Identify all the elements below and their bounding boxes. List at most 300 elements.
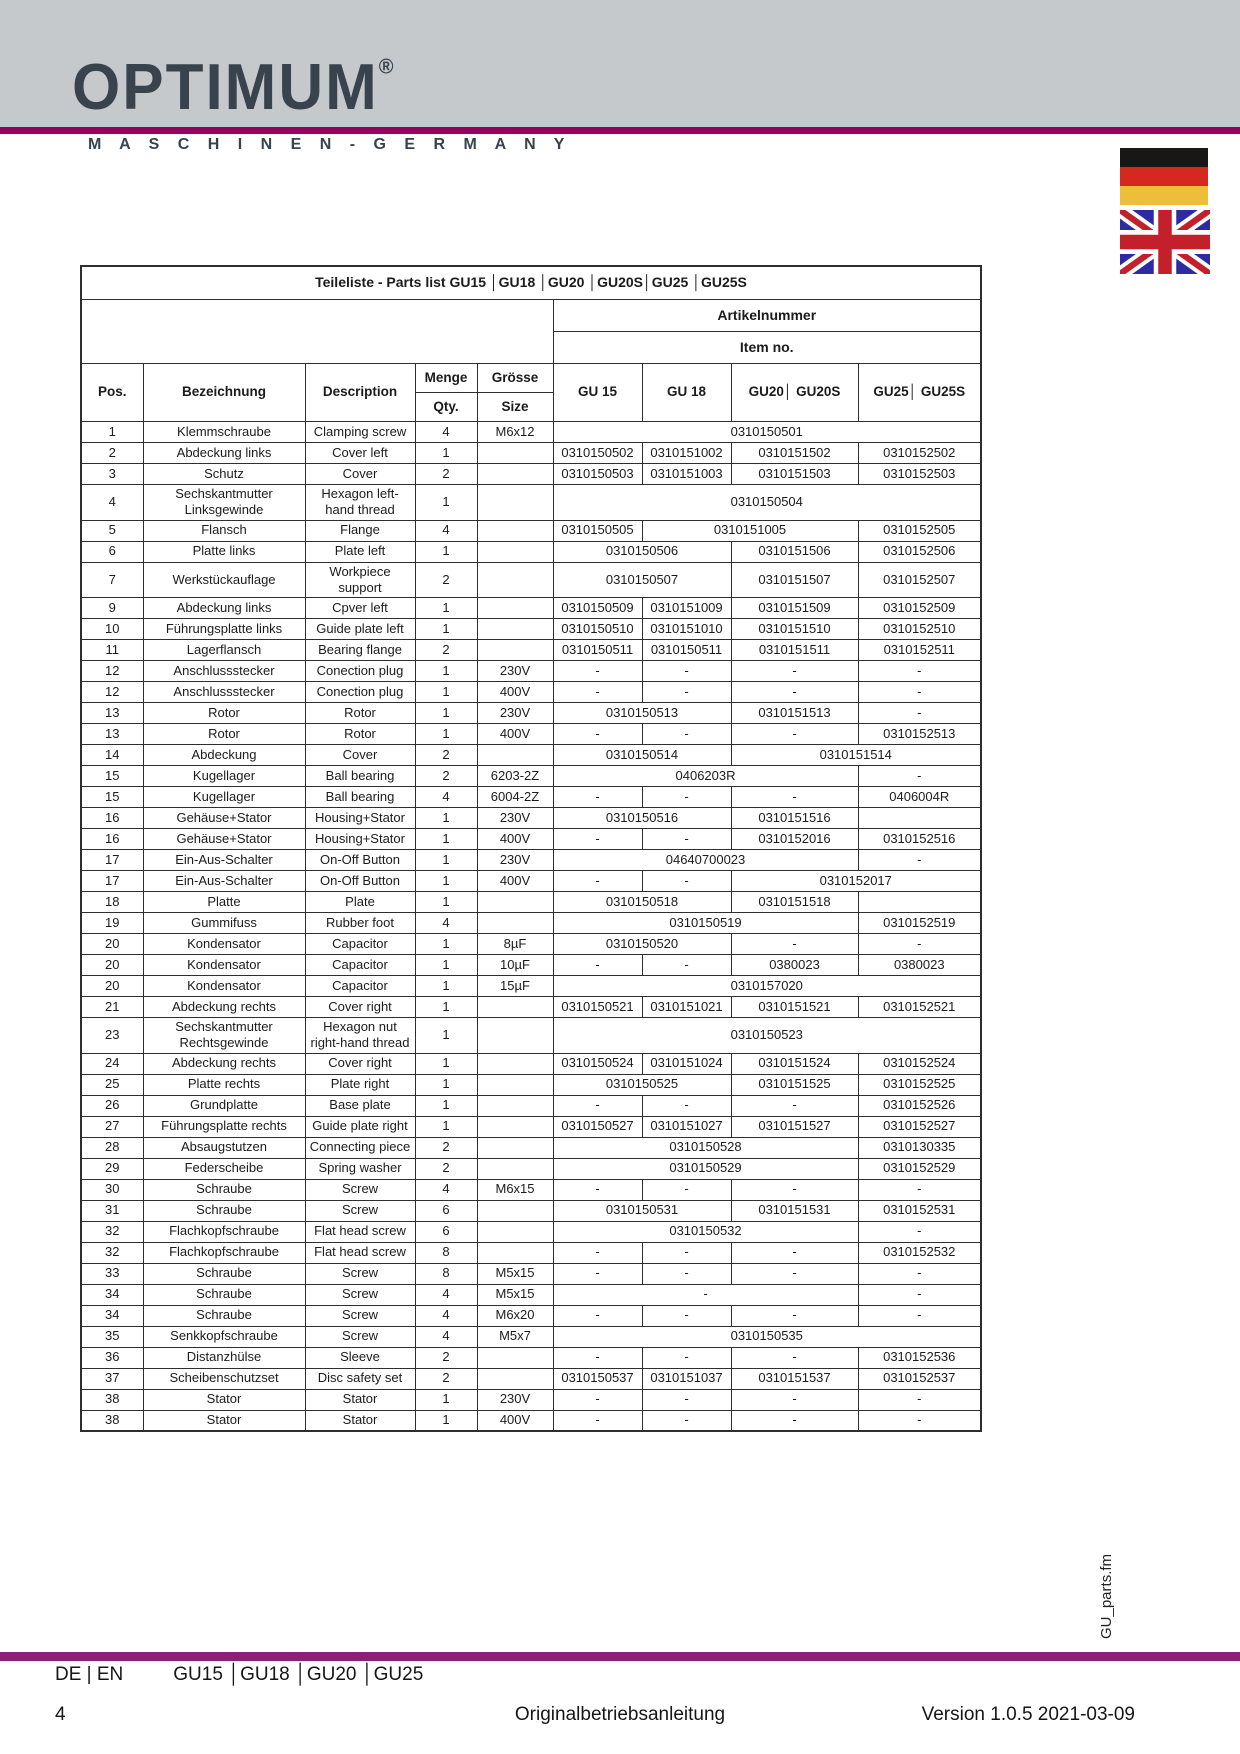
cell-item-no: - <box>553 1347 642 1368</box>
cell-size <box>477 1095 553 1116</box>
footer-rule <box>0 1652 1240 1661</box>
cell-item-no: 0310150502 <box>553 443 642 464</box>
cell-pos: 36 <box>81 1347 143 1368</box>
brand-logo-text: OPTIMUM <box>72 51 379 124</box>
cell-item-no: 0406203R <box>553 766 858 787</box>
cell-item-no: 0310151507 <box>731 562 858 598</box>
cell-description: Capacitor <box>305 934 415 955</box>
cell-size: M5x15 <box>477 1284 553 1305</box>
cell-item-no: - <box>642 787 731 808</box>
cell-pos: 16 <box>81 829 143 850</box>
cell-description: Housing+Stator <box>305 808 415 829</box>
cell-size: 400V <box>477 682 553 703</box>
cell-bezeichnung: Abdeckung links <box>143 598 305 619</box>
cell-item-no: 0310151003 <box>642 464 731 485</box>
cell-item-no: - <box>858 934 981 955</box>
cell-item-no: - <box>731 787 858 808</box>
cell-item-no: 0310150532 <box>553 1221 858 1242</box>
cell-bezeichnung: Rotor <box>143 724 305 745</box>
cell-item-no: - <box>731 1242 858 1263</box>
table-row <box>81 598 981 619</box>
table-row <box>81 541 981 562</box>
cell-item-no: - <box>553 1263 642 1284</box>
cell-item-no: - <box>642 1305 731 1326</box>
cell-item-no: - <box>553 787 642 808</box>
cell-pos: 18 <box>81 892 143 913</box>
cell-item-no: 0310150537 <box>553 1368 642 1389</box>
cell-size: 230V <box>477 661 553 682</box>
cell-item-no: 0310152524 <box>858 1053 981 1074</box>
cell-item-no: - <box>858 1305 981 1326</box>
table-row <box>81 661 981 682</box>
cell-item-no <box>858 808 981 829</box>
cell-item-no: - <box>642 829 731 850</box>
cell-item-no: 0310150513 <box>553 703 731 724</box>
cell-item-no: 0310151524 <box>731 1053 858 1074</box>
cell-bezeichnung: Kugellager <box>143 787 305 808</box>
cell-size: M5x7 <box>477 1326 553 1347</box>
brand-logo <box>72 51 394 124</box>
table-row <box>81 1221 981 1242</box>
cell-description: Spring washer <box>305 1158 415 1179</box>
cell-qty: 1 <box>415 850 477 871</box>
cell-qty: 8 <box>415 1263 477 1284</box>
cell-pos: 9 <box>81 598 143 619</box>
cell-bezeichnung: Führungsplatte links <box>143 619 305 640</box>
cell-bezeichnung: Absaugstutzen <box>143 1137 305 1158</box>
cell-pos: 37 <box>81 1368 143 1389</box>
cell-qty: 1 <box>415 443 477 464</box>
cell-size: 400V <box>477 1410 553 1431</box>
footer-language-models <box>55 1664 423 1686</box>
cell-item-no: 0310152529 <box>858 1158 981 1179</box>
cell-item-no: - <box>731 724 858 745</box>
cell-item-no: 0310151518 <box>731 892 858 913</box>
cell-item-no: 0310151021 <box>642 997 731 1018</box>
cell-item-no: - <box>553 955 642 976</box>
cell-item-no: 0310151537 <box>731 1368 858 1389</box>
cell-pos: 31 <box>81 1200 143 1221</box>
cell-size <box>477 997 553 1018</box>
table-row <box>81 1368 981 1389</box>
cell-qty: 1 <box>415 682 477 703</box>
german-flag-icon <box>1120 148 1208 205</box>
cell-size <box>477 485 553 521</box>
parts-table <box>80 265 982 1432</box>
cell-item-no: - <box>642 1347 731 1368</box>
cell-bezeichnung: Platte rechts <box>143 1074 305 1095</box>
cell-qty: 4 <box>415 1284 477 1305</box>
cell-bezeichnung: Kondensator <box>143 934 305 955</box>
table-row <box>81 1095 981 1116</box>
cell-item-no: 0310152537 <box>858 1368 981 1389</box>
cell-qty: 2 <box>415 1368 477 1389</box>
cell-item-no: - <box>553 1095 642 1116</box>
cell-bezeichnung: Führungsplatte rechts <box>143 1116 305 1137</box>
cell-size: 10µF <box>477 955 553 976</box>
cell-bezeichnung: Sechskantmutter Linksgewinde <box>143 485 305 521</box>
registered-mark-icon: ® <box>378 56 394 79</box>
cell-description: Cover <box>305 745 415 766</box>
cell-item-no: 0310150506 <box>553 541 731 562</box>
cell-item-no: 0310152519 <box>858 913 981 934</box>
table-row <box>81 682 981 703</box>
cell-item-no: 0310152527 <box>858 1116 981 1137</box>
cell-description: Stator <box>305 1410 415 1431</box>
table-title: Teileliste - Parts list GU15 │GU18 │GU20 │GU20S│GU25 │GU25S <box>81 266 981 300</box>
cell-size: M6x15 <box>477 1179 553 1200</box>
footer-version: Version 1.0.5 2021-03-09 <box>921 1704 1135 1725</box>
cell-description: On-Off Button <box>305 850 415 871</box>
cell-item-no: 0380023 <box>858 955 981 976</box>
cell-qty: 4 <box>415 1326 477 1347</box>
cell-qty: 4 <box>415 913 477 934</box>
cell-item-no: 0310152532 <box>858 1242 981 1263</box>
cell-size <box>477 443 553 464</box>
cell-qty: 1 <box>415 619 477 640</box>
cell-item-no: 0310150520 <box>553 934 731 955</box>
col-header-groesse: Grösse <box>477 364 553 393</box>
german-flag-red-stripe <box>1120 167 1208 186</box>
cell-item-no: - <box>858 1410 981 1431</box>
cell-item-no: 0310150511 <box>553 640 642 661</box>
table-row <box>81 1053 981 1074</box>
cell-item-no: 0310151502 <box>731 443 858 464</box>
cell-description: Screw <box>305 1179 415 1200</box>
cell-item-no: 0310151010 <box>642 619 731 640</box>
cell-item-no: 0310150509 <box>553 598 642 619</box>
header-rule <box>0 127 1240 134</box>
cell-qty: 6 <box>415 1221 477 1242</box>
cell-qty: 4 <box>415 1179 477 1200</box>
cell-description: Screw <box>305 1305 415 1326</box>
cell-item-no: - <box>642 1410 731 1431</box>
cell-description: Flat head screw <box>305 1221 415 1242</box>
cell-bezeichnung: Schutz <box>143 464 305 485</box>
cell-description: On-Off Button <box>305 871 415 892</box>
cell-item-no: 0310150504 <box>553 485 981 521</box>
cell-qty: 1 <box>415 955 477 976</box>
cell-item-no: - <box>642 724 731 745</box>
table-row <box>81 1410 981 1431</box>
german-flag-black-stripe <box>1120 148 1208 167</box>
cell-item-no: - <box>553 1305 642 1326</box>
cell-bezeichnung: Lagerflansch <box>143 640 305 661</box>
cell-item-no: - <box>553 871 642 892</box>
cell-qty: 1 <box>415 661 477 682</box>
cell-item-no: - <box>731 661 858 682</box>
cell-item-no: 0310151511 <box>731 640 858 661</box>
table-row <box>81 976 981 997</box>
cell-qty: 1 <box>415 724 477 745</box>
cell-item-no: 0310150521 <box>553 997 642 1018</box>
cell-item-no: 0310151506 <box>731 541 858 562</box>
cell-item-no: 0310151509 <box>731 598 858 619</box>
cell-bezeichnung: Flachkopfschraube <box>143 1242 305 1263</box>
cell-size <box>477 619 553 640</box>
cell-qty: 1 <box>415 1389 477 1410</box>
cell-item-no: 0310150529 <box>553 1158 858 1179</box>
cell-description: Cover left <box>305 443 415 464</box>
cell-description: Screw <box>305 1326 415 1347</box>
cell-description: Rotor <box>305 724 415 745</box>
table-row <box>81 1179 981 1200</box>
blank-header-cell <box>81 300 553 364</box>
cell-pos: 32 <box>81 1242 143 1263</box>
cell-description: Cover right <box>305 1053 415 1074</box>
table-row <box>81 520 981 541</box>
cell-item-no: - <box>642 661 731 682</box>
cell-item-no: - <box>553 1242 642 1263</box>
cell-bezeichnung: Ein-Aus-Schalter <box>143 850 305 871</box>
cell-item-no: - <box>731 1410 858 1431</box>
cell-qty: 2 <box>415 745 477 766</box>
cell-bezeichnung: Abdeckung <box>143 745 305 766</box>
cell-pos: 32 <box>81 1221 143 1242</box>
cell-item-no: 0310150503 <box>553 464 642 485</box>
cell-size: 15µF <box>477 976 553 997</box>
cell-description: Flange <box>305 520 415 541</box>
cell-pos: 29 <box>81 1158 143 1179</box>
cell-item-no: 0310151513 <box>731 703 858 724</box>
cell-item-no: - <box>858 1179 981 1200</box>
cell-bezeichnung: Schraube <box>143 1263 305 1284</box>
cell-item-no: - <box>731 1263 858 1284</box>
cell-item-no: 0310152503 <box>858 464 981 485</box>
table-row <box>81 745 981 766</box>
cell-item-no: - <box>553 1179 642 1200</box>
cell-item-no: 0310150518 <box>553 892 731 913</box>
table-row <box>81 766 981 787</box>
cell-qty: 1 <box>415 808 477 829</box>
cell-item-no: - <box>858 661 981 682</box>
cell-item-no: - <box>553 682 642 703</box>
cell-bezeichnung: Abdeckung rechts <box>143 1053 305 1074</box>
cell-pos: 15 <box>81 787 143 808</box>
cell-item-no: - <box>858 1284 981 1305</box>
cell-item-no: - <box>642 1389 731 1410</box>
cell-item-no: 0310157020 <box>553 976 981 997</box>
cell-bezeichnung: Anschlussstecker <box>143 661 305 682</box>
table-row <box>81 850 981 871</box>
cell-description: Screw <box>305 1263 415 1284</box>
cell-pos: 20 <box>81 976 143 997</box>
cell-item-no: - <box>731 1305 858 1326</box>
cell-qty: 2 <box>415 1137 477 1158</box>
cell-description: Cpver left <box>305 598 415 619</box>
cell-item-no: - <box>731 682 858 703</box>
table-row <box>81 640 981 661</box>
cell-pos: 38 <box>81 1410 143 1431</box>
cell-item-no: 0310152017 <box>731 871 981 892</box>
cell-bezeichnung: Gummifuss <box>143 913 305 934</box>
cell-item-no: 0310152502 <box>858 443 981 464</box>
cell-description: Bearing flange <box>305 640 415 661</box>
cell-item-no: - <box>553 1389 642 1410</box>
cell-description: Guide plate left <box>305 619 415 640</box>
cell-qty: 1 <box>415 976 477 997</box>
cell-item-no: 0310150510 <box>553 619 642 640</box>
cell-bezeichnung: Kondensator <box>143 976 305 997</box>
cell-size <box>477 745 553 766</box>
table-row <box>81 787 981 808</box>
cell-item-no: - <box>642 1242 731 1263</box>
cell-qty: 1 <box>415 829 477 850</box>
cell-size: 6203-2Z <box>477 766 553 787</box>
table-row <box>81 1116 981 1137</box>
col-header-size: Size <box>477 393 553 422</box>
table-row <box>81 1389 981 1410</box>
cell-pos: 27 <box>81 1116 143 1137</box>
cell-pos: 12 <box>81 661 143 682</box>
cell-size: 400V <box>477 871 553 892</box>
cell-bezeichnung: Stator <box>143 1410 305 1431</box>
cell-item-no: 0310151027 <box>642 1116 731 1137</box>
cell-description: Rotor <box>305 703 415 724</box>
col-header-gu25: GU25│ GU25S <box>858 364 981 422</box>
cell-pos: 11 <box>81 640 143 661</box>
table-row <box>81 808 981 829</box>
cell-description: Plate <box>305 892 415 913</box>
table-row <box>81 829 981 850</box>
cell-item-no: - <box>858 1389 981 1410</box>
cell-size: M6x20 <box>477 1305 553 1326</box>
cell-bezeichnung: Federscheibe <box>143 1158 305 1179</box>
cell-pos: 38 <box>81 1389 143 1410</box>
cell-item-no: 0380023 <box>731 955 858 976</box>
cell-item-no: - <box>731 1179 858 1200</box>
cell-item-no: - <box>731 934 858 955</box>
cell-item-no: - <box>731 1347 858 1368</box>
cell-description: Cover right <box>305 997 415 1018</box>
footer-language: DE | EN <box>55 1664 124 1685</box>
cell-size <box>477 1242 553 1263</box>
cell-bezeichnung: Werkstückauflage <box>143 562 305 598</box>
cell-item-no: 0310150519 <box>553 913 858 934</box>
col-header-menge: Menge <box>415 364 477 393</box>
cell-item-no: 0310152511 <box>858 640 981 661</box>
cell-pos: 20 <box>81 934 143 955</box>
cell-bezeichnung: Flachkopfschraube <box>143 1221 305 1242</box>
cell-pos: 2 <box>81 443 143 464</box>
cell-pos: 26 <box>81 1095 143 1116</box>
cell-item-no: 0310150524 <box>553 1053 642 1074</box>
cell-qty: 1 <box>415 1116 477 1137</box>
table-row <box>81 1018 981 1054</box>
cell-bezeichnung: Klemmschraube <box>143 422 305 443</box>
cell-description: Clamping screw <box>305 422 415 443</box>
cell-item-no: - <box>858 850 981 871</box>
cell-item-no: - <box>858 1263 981 1284</box>
cell-item-no: - <box>642 1263 731 1284</box>
cell-description: Conection plug <box>305 682 415 703</box>
cell-item-no: 0310151005 <box>642 520 858 541</box>
cell-item-no: 0310150527 <box>553 1116 642 1137</box>
cell-size: M5x15 <box>477 1263 553 1284</box>
cell-bezeichnung: Kugellager <box>143 766 305 787</box>
cell-bezeichnung: Platte <box>143 892 305 913</box>
table-row <box>81 443 981 464</box>
cell-size <box>477 913 553 934</box>
cell-description: Cover <box>305 464 415 485</box>
cell-description: Capacitor <box>305 955 415 976</box>
cell-size <box>477 562 553 598</box>
cell-item-no: 0310150505 <box>553 520 642 541</box>
table-row <box>81 913 981 934</box>
cell-item-no: 0310150525 <box>553 1074 731 1095</box>
cell-pos: 1 <box>81 422 143 443</box>
cell-size <box>477 1368 553 1389</box>
cell-description: Screw <box>305 1200 415 1221</box>
col-header-pos: Pos. <box>81 364 143 422</box>
item-no-header: Item no. <box>553 332 981 364</box>
cell-item-no: - <box>858 766 981 787</box>
table-row <box>81 703 981 724</box>
cell-qty: 2 <box>415 766 477 787</box>
col-header-gu18: GU 18 <box>642 364 731 422</box>
cell-size: 230V <box>477 808 553 829</box>
cell-pos: 7 <box>81 562 143 598</box>
cell-size <box>477 1137 553 1158</box>
cell-qty: 8 <box>415 1242 477 1263</box>
cell-item-no: - <box>553 1410 642 1431</box>
cell-qty: 1 <box>415 1095 477 1116</box>
cell-description: Base plate <box>305 1095 415 1116</box>
cell-pos: 21 <box>81 997 143 1018</box>
cell-qty: 2 <box>415 1158 477 1179</box>
cell-pos: 17 <box>81 850 143 871</box>
cell-description: Conection plug <box>305 661 415 682</box>
cell-size <box>477 1200 553 1221</box>
cell-bezeichnung: Flansch <box>143 520 305 541</box>
cell-size <box>477 464 553 485</box>
cell-item-no: 0310152510 <box>858 619 981 640</box>
cell-item-no: - <box>553 661 642 682</box>
cell-description: Stator <box>305 1389 415 1410</box>
cell-qty: 4 <box>415 1305 477 1326</box>
cell-size <box>477 1158 553 1179</box>
cell-size: M6x12 <box>477 422 553 443</box>
cell-pos: 34 <box>81 1305 143 1326</box>
cell-qty: 1 <box>415 598 477 619</box>
cell-item-no: - <box>642 1095 731 1116</box>
cell-pos: 13 <box>81 724 143 745</box>
table-row <box>81 1284 981 1305</box>
cell-qty: 1 <box>415 1018 477 1054</box>
uk-flag-icon <box>1120 210 1210 274</box>
footer-doc-title: Originalbetriebsanleitung <box>514 1704 726 1725</box>
table-row <box>81 997 981 1018</box>
cell-bezeichnung: Gehäuse+Stator <box>143 808 305 829</box>
artikelnummer-header: Artikelnummer <box>553 300 981 332</box>
table-row <box>81 422 981 443</box>
cell-pos: 33 <box>81 1263 143 1284</box>
col-header-bezeichnung: Bezeichnung <box>143 364 305 422</box>
table-row <box>81 1242 981 1263</box>
table-row <box>81 724 981 745</box>
cell-bezeichnung: Scheibenschutzset <box>143 1368 305 1389</box>
col-header-gu20: GU20│ GU20S <box>731 364 858 422</box>
cell-qty: 2 <box>415 562 477 598</box>
cell-item-no: 0310152525 <box>858 1074 981 1095</box>
cell-description: Hexagon nut right-hand thread <box>305 1018 415 1054</box>
cell-description: Plate left <box>305 541 415 562</box>
cell-item-no: - <box>642 871 731 892</box>
cell-item-no: - <box>642 955 731 976</box>
german-flag-gold-stripe <box>1120 186 1208 205</box>
table-row <box>81 892 981 913</box>
cell-item-no: 0310151516 <box>731 808 858 829</box>
